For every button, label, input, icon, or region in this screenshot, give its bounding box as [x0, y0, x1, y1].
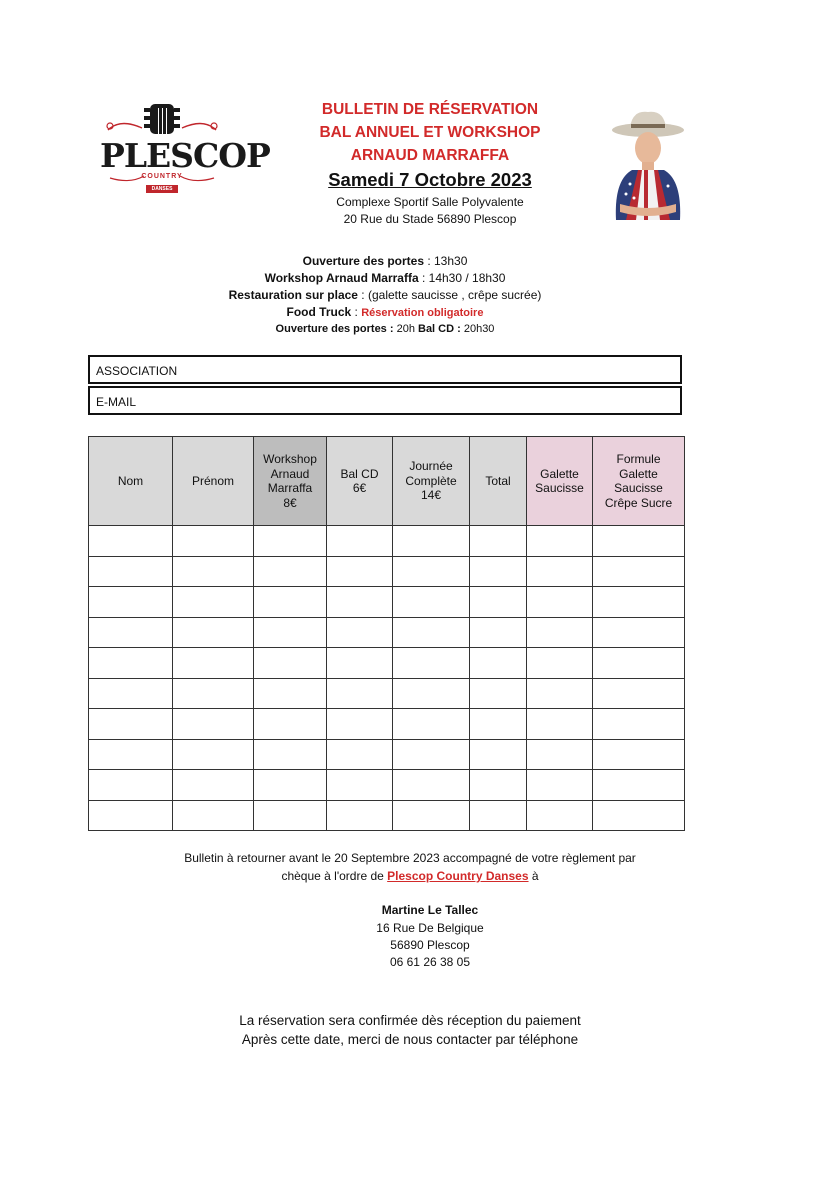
info-food-truck-sep: : [351, 305, 362, 319]
table-cell[interactable] [393, 648, 470, 679]
table-cell[interactable] [470, 678, 527, 709]
info-workshop [150, 271, 620, 285]
plescop-logo [100, 100, 270, 194]
table-cell[interactable] [173, 526, 254, 557]
table-cell[interactable] [254, 678, 327, 709]
table-cell[interactable] [593, 526, 685, 557]
table-cell[interactable] [173, 770, 254, 801]
table-cell[interactable] [254, 800, 327, 831]
table-cell[interactable] [173, 617, 254, 648]
association-label: ASSOCIATION [96, 364, 178, 378]
table-cell[interactable] [254, 648, 327, 679]
table-cell[interactable] [527, 739, 593, 770]
header-total: Total [470, 437, 527, 526]
header-bal-l1: Bal CD [340, 466, 379, 481]
logo-brand: PLESCOP [100, 136, 270, 175]
table-cell[interactable] [393, 617, 470, 648]
table-cell[interactable] [89, 739, 173, 770]
table-cell[interactable] [173, 587, 254, 618]
table-cell[interactable] [470, 526, 527, 557]
table-cell[interactable] [89, 770, 173, 801]
logo-sub: COUNTRY [141, 173, 183, 180]
header-bal-cd [327, 437, 393, 526]
table-row [89, 770, 685, 801]
table-cell[interactable] [89, 556, 173, 587]
table-cell[interactable] [89, 648, 173, 679]
table-cell[interactable] [327, 770, 393, 801]
table-cell[interactable] [254, 526, 327, 557]
cowboy-portrait [608, 108, 688, 223]
info-restauration-label: Restauration sur place [228, 288, 358, 302]
header-galette [527, 437, 593, 526]
table-cell[interactable] [327, 587, 393, 618]
table-cell[interactable] [593, 739, 685, 770]
confirmation-line-1: La réservation sera confirmée dès réception du paiement [239, 1013, 581, 1028]
header-formule-l4: Crêpe Sucre [604, 495, 673, 510]
header-bal-l2: 6€ [352, 481, 367, 495]
header-formule [593, 437, 685, 526]
table-cell[interactable] [593, 709, 685, 740]
title-line-1: BULLETIN DE RÉSERVATION [321, 101, 539, 118]
table-cell[interactable] [593, 617, 685, 648]
info-bal [150, 323, 620, 335]
footer-line-2-post: à [528, 869, 539, 883]
table-cell[interactable] [393, 587, 470, 618]
header-journee-l1: Journée [409, 459, 453, 474]
payee-link[interactable]: Plescop Country Danses [387, 869, 529, 883]
table-cell[interactable] [470, 739, 527, 770]
association-field[interactable] [88, 355, 682, 384]
table-cell[interactable] [327, 648, 393, 679]
header-workshop-l3: Marraffa [267, 481, 313, 495]
table-cell[interactable] [254, 587, 327, 618]
table-cell[interactable] [327, 617, 393, 648]
table-cell[interactable] [89, 587, 173, 618]
header-formule-l2: Galette [619, 466, 658, 481]
info-bal-doors-label: Ouverture des portes : [275, 323, 394, 335]
table-cell[interactable] [470, 648, 527, 679]
contact-address-2: 56890 Plescop [390, 938, 470, 952]
header-formule-l1: Formule [616, 452, 661, 466]
table-cell[interactable] [327, 739, 393, 770]
table-cell[interactable] [254, 556, 327, 587]
contact-address-1: 16 Rue De Belgique [376, 921, 484, 935]
table-row [89, 526, 685, 557]
header-workshop [254, 437, 327, 526]
table-cell[interactable] [593, 556, 685, 587]
info-doors-label: Ouverture des portes [302, 254, 424, 268]
table-cell[interactable] [254, 739, 327, 770]
table-cell[interactable] [89, 678, 173, 709]
info-bal-label: Bal CD : [418, 323, 461, 335]
table-row [89, 709, 685, 740]
header-galette-l2: Saucisse [535, 481, 584, 495]
table-cell[interactable] [89, 526, 173, 557]
table-cell[interactable] [393, 526, 470, 557]
header-journee [393, 437, 470, 526]
logo-sub2: DANSES [146, 185, 178, 193]
table-cell[interactable] [254, 617, 327, 648]
table-body [89, 526, 685, 831]
email-label: E-MAIL [96, 395, 137, 409]
info-food-truck [150, 305, 620, 319]
event-date: Samedi 7 Octobre 2023 [328, 169, 532, 190]
table-cell[interactable] [527, 709, 593, 740]
table-cell[interactable] [470, 770, 527, 801]
header-workshop-l4: 8€ [283, 495, 297, 510]
table-cell[interactable] [593, 800, 685, 831]
table-cell[interactable] [89, 800, 173, 831]
table-cell[interactable] [393, 770, 470, 801]
table-cell[interactable] [89, 617, 173, 648]
table-cell[interactable] [470, 587, 527, 618]
header-journee-l3: 14€ [420, 488, 442, 503]
info-doors [150, 254, 620, 268]
table-cell[interactable] [593, 770, 685, 801]
contact-name: Martine Le Tallec [381, 903, 479, 917]
venue-line-2: 20 Rue du Stade 56890 Plescop [343, 212, 517, 226]
table-cell[interactable] [593, 587, 685, 618]
header-galette-l1: Galette [540, 466, 579, 481]
info-food-truck-label: Food Truck [286, 305, 352, 319]
table-cell[interactable] [593, 648, 685, 679]
table-row [89, 556, 685, 587]
table-cell[interactable] [173, 800, 254, 831]
table-cell[interactable] [173, 739, 254, 770]
table-row [89, 739, 685, 770]
table-cell[interactable] [393, 556, 470, 587]
table-row [89, 800, 685, 831]
venue-line-1: Complexe Sportif Salle Polyvalente [336, 195, 524, 209]
table-cell[interactable] [393, 800, 470, 831]
table-cell[interactable] [527, 770, 593, 801]
footer-line-2-pre: chèque à l'ordre de [281, 869, 388, 883]
table-cell[interactable] [470, 617, 527, 648]
info-doors-value: : 13h30 [424, 254, 468, 268]
info-food-truck-value: Réservation obligatoire [361, 307, 484, 319]
table-cell[interactable] [89, 709, 173, 740]
footer-line-1: Bulletin à retourner avant le 20 Septembre 2023 accompagné de votre règlement par [184, 851, 636, 865]
info-bal-doors-value: 20h [393, 323, 418, 335]
table-cell[interactable] [470, 556, 527, 587]
table-header-row [89, 437, 685, 526]
table-cell[interactable] [527, 526, 593, 557]
table-cell[interactable] [327, 556, 393, 587]
info-restauration [150, 288, 620, 302]
table-cell[interactable] [327, 678, 393, 709]
info-bal-value: 20h30 [460, 323, 495, 335]
title-line-3: ARNAUD MARRAFFA [350, 147, 510, 164]
table-cell[interactable] [327, 526, 393, 557]
table-cell[interactable] [527, 587, 593, 618]
table-cell[interactable] [527, 617, 593, 648]
table-cell[interactable] [393, 739, 470, 770]
table-cell[interactable] [173, 678, 254, 709]
table-cell[interactable] [393, 709, 470, 740]
table-cell[interactable] [527, 556, 593, 587]
table-row [89, 648, 685, 679]
cowboy-portrait-icon [608, 108, 688, 223]
table-cell[interactable] [393, 678, 470, 709]
contact-phone: 06 61 26 38 05 [389, 955, 471, 969]
table-cell[interactable] [254, 709, 327, 740]
table-cell[interactable] [254, 770, 327, 801]
header-workshop-l1: Workshop [263, 452, 317, 466]
table-row [89, 587, 685, 618]
table-cell[interactable] [327, 800, 393, 831]
table-cell[interactable] [593, 678, 685, 709]
reservation-table [88, 436, 685, 831]
table-cell[interactable] [527, 648, 593, 679]
table-cell[interactable] [173, 709, 254, 740]
table-cell[interactable] [527, 800, 593, 831]
table-cell[interactable] [470, 709, 527, 740]
header-journee-l2: Complète [405, 473, 457, 488]
info-restauration-value: : (galette saucisse , crêpe sucrée) [357, 288, 542, 302]
table-cell[interactable] [470, 800, 527, 831]
table-row [89, 678, 685, 709]
info-workshop-label: Workshop Arnaud Marraffa [264, 271, 419, 285]
header-formule-l3: Saucisse [614, 481, 663, 495]
table-cell[interactable] [173, 556, 254, 587]
table-cell[interactable] [173, 648, 254, 679]
header-nom: Nom [89, 437, 173, 526]
title-line-2: BAL ANNUEL ET WORKSHOP [319, 124, 541, 141]
header-prenom: Prénom [173, 437, 254, 526]
footer-line-2 [100, 869, 720, 883]
email-field[interactable] [88, 386, 682, 415]
header-workshop-l2: Arnaud [270, 466, 310, 481]
table-row [89, 617, 685, 648]
confirmation-line-2: Après cette date, merci de nous contacter par téléphone [241, 1032, 579, 1047]
table-cell[interactable] [527, 678, 593, 709]
info-workshop-value: : 14h30 / 18h30 [418, 271, 506, 285]
table-cell[interactable] [327, 709, 393, 740]
